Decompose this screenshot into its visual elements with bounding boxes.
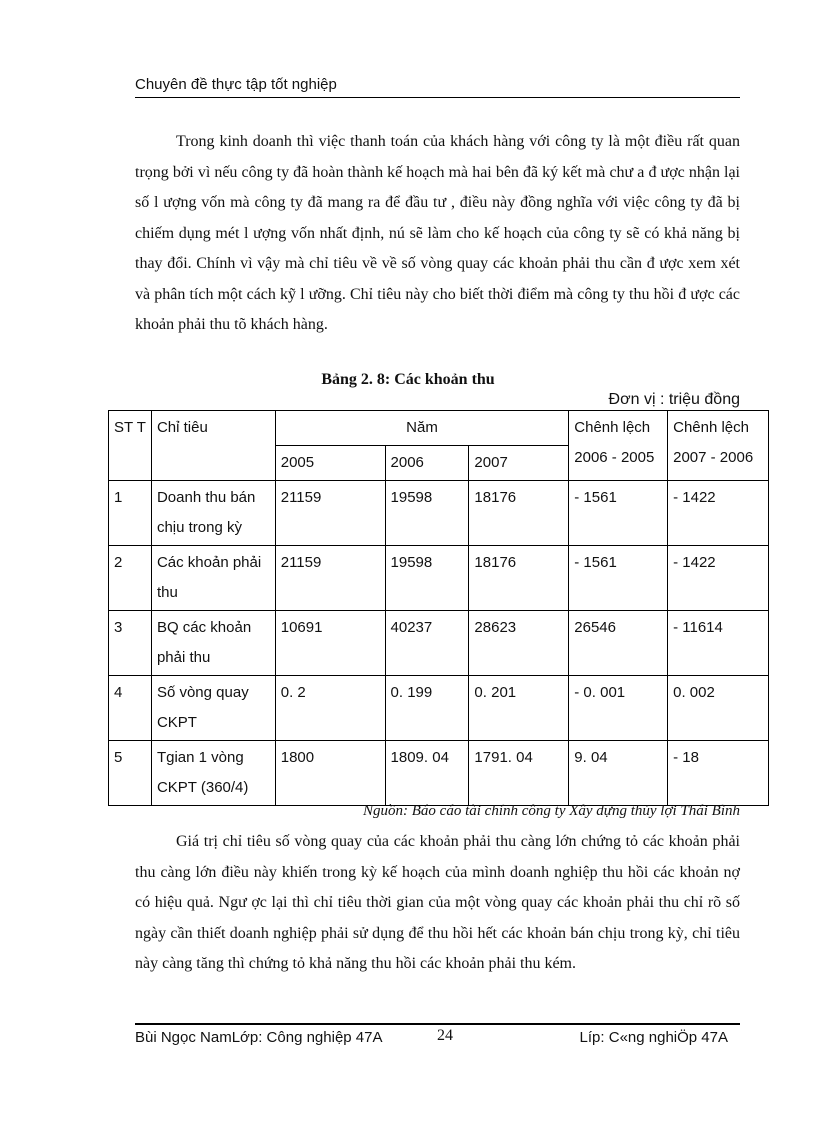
cell-2005: 21159 [275,546,385,611]
header-year-group: Năm [275,411,569,446]
header-indicator: Chỉ tiêu [151,411,275,481]
cell-diff2: - 11614 [668,611,769,676]
cell-2006: 40237 [385,611,469,676]
receivables-table [108,410,769,806]
cell-2006: 1809. 04 [385,741,469,806]
cell-2006: 19598 [385,481,469,546]
table-row [109,546,769,611]
header-year-2005: 2005 [275,446,385,481]
cell-diff2: 0. 002 [668,676,769,741]
table-source: Nguồn: Báo cáo tài chính công ty Xây dựng thủy lợi Thái Bình [363,803,740,819]
page-header: Chuyên đề thực tập tốt nghiệp [135,76,337,93]
table-row [109,741,769,806]
cell-diff1: 26546 [569,611,668,676]
table-header-row [109,411,769,446]
header-year-2006: 2006 [385,446,469,481]
cell-diff1: - 1561 [569,546,668,611]
cell-2005: 0. 2 [275,676,385,741]
table-row [109,611,769,676]
cell-stt: 3 [109,611,152,676]
cell-diff1: - 1561 [569,481,668,546]
cell-2006: 19598 [385,546,469,611]
table-row [109,481,769,546]
cell-2005: 10691 [275,611,385,676]
cell-indicator: BQ các khoản phải thu [151,611,275,676]
cell-2007: 28623 [469,611,569,676]
cell-2005: 1800 [275,741,385,806]
cell-stt: 4 [109,676,152,741]
intro-paragraph: Trong kinh doanh thì việc thanh toán của khách hàng với công ty là một điều rất quan trọng bởi vì nếu công ty đã hoàn thành kế hoạch mà hai bên đã ký kết mà chư a đ ược nhận lại số l ượng vốn mà công ty đã mang ra để đầu tư , điều này đồng nghĩa với việc công ty đã bị chiếm dụng mét l ượng vốn nhất định, nú sẽ làm cho kế hoạch của công ty sẽ có khả năng bị thay đổi. Chính vì vậy mà chỉ tiêu về về số vòng quay các khoản phải thu cần đ ược xem xét và phân tích một cách kỹ l ưỡng. Chỉ tiêu này cho biết thời điểm mà công ty thu hồi đ ược các khoản phải thu tõ khách hàng. [135,133,740,333]
cell-indicator: Tgian 1 vòng CKPT (360/4) [151,741,275,806]
cell-2007: 18176 [469,546,569,611]
cell-indicator: Doanh thu bán chịu trong kỳ [151,481,275,546]
header-stt: ST T [109,411,152,481]
cell-diff2: - 1422 [668,546,769,611]
header-divider [135,97,740,98]
table-row [109,676,769,741]
cell-diff2: - 1422 [668,481,769,546]
page-number: 24 [437,1027,453,1044]
table-title: Bảng 2. 8: Các khoản thu [321,371,495,388]
header-diff-2006-2005: Chênh lệch 2006 - 2005 [569,411,668,481]
cell-stt: 2 [109,546,152,611]
cell-2006: 0. 199 [385,676,469,741]
cell-2007: 18176 [469,481,569,546]
cell-2007: 0. 201 [469,676,569,741]
footer-class: Líp: C«ng nghiÖp 47A [579,1029,728,1046]
cell-2005: 21159 [275,481,385,546]
header-year-2007: 2007 [469,446,569,481]
analysis-paragraph: Giá trị chỉ tiêu số vòng quay của các khoản phải thu càng lớn chứng tỏ các khoản phải thu càng lớn điều này khiến trong kỳ kế hoạch của mình doanh nghiệp thu hồi các khoản nợ có hiệu quả. Ngư ợc lại thì chỉ tiêu thời gian của một vòng quay các khoản phải thu chỉ rõ số ngày cần thiết doanh nghiệp phải sử dụng để thu hồi hết các khoản bán chịu trong kỳ, chỉ tiêu này càng tăng thì chứng tỏ khả năng thu hồi các khoản phải thu kém. [135,833,740,972]
cell-2007: 1791. 04 [469,741,569,806]
cell-stt: 5 [109,741,152,806]
cell-diff1: 9. 04 [569,741,668,806]
cell-diff1: - 0. 001 [569,676,668,741]
header-diff-2007-2006: Chênh lệch 2007 - 2006 [668,411,769,481]
cell-indicator: Số vòng quay CKPT [151,676,275,741]
cell-indicator: Các khoản phải thu [151,546,275,611]
cell-diff2: - 18 [668,741,769,806]
footer-author-class: Bùi Ngọc NamLớp: Công nghiệp 47A [135,1029,383,1046]
cell-stt: 1 [109,481,152,546]
footer-divider [135,1023,740,1025]
table-unit: Đơn vị : triệu đồng [608,391,740,408]
